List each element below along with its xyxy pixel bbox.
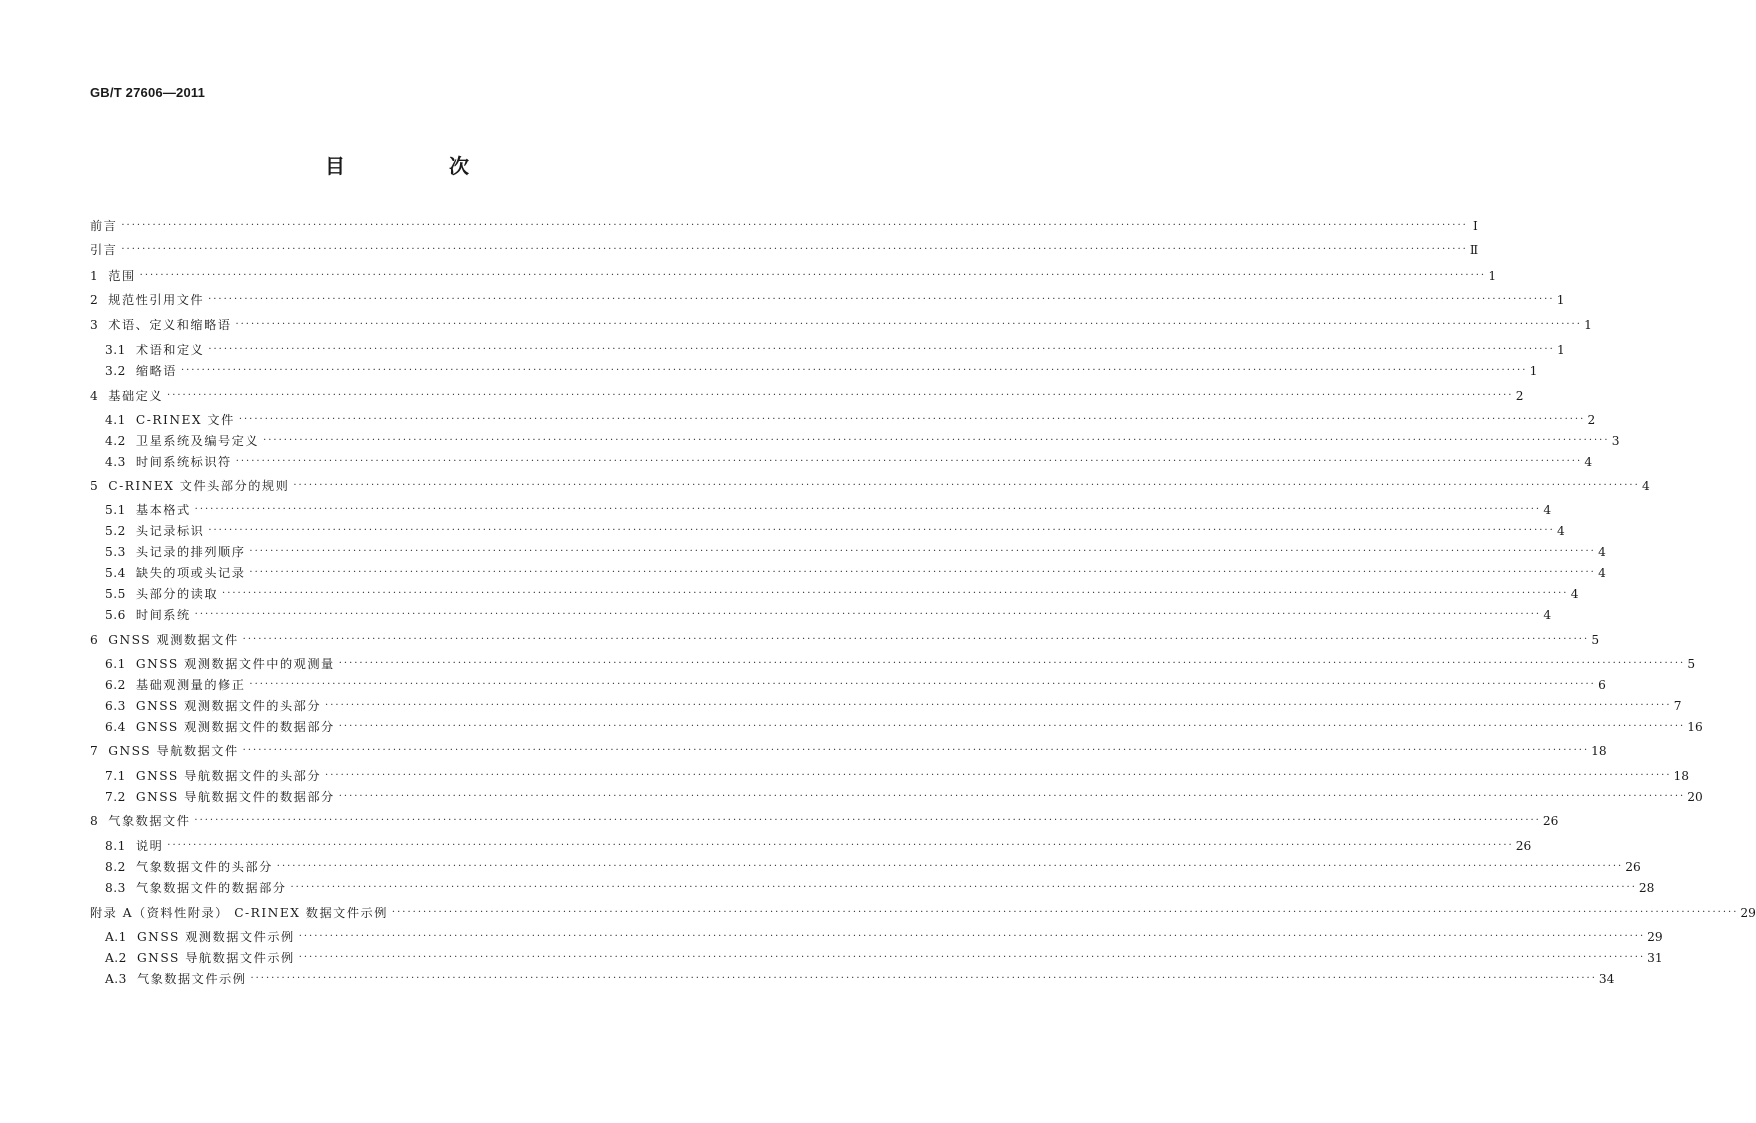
toc-entry-page: 4 bbox=[1543, 608, 1552, 622]
toc-entry-page: 16 bbox=[1687, 720, 1703, 734]
toc-entry[interactable] bbox=[90, 632, 1600, 648]
toc-entry-number: 4 bbox=[90, 389, 99, 403]
toc-entry[interactable] bbox=[105, 880, 1655, 896]
toc-entry-page: 34 bbox=[1598, 972, 1615, 986]
toc-entry[interactable] bbox=[90, 813, 1559, 829]
toc-entry-label: GNSS 导航数据文件 bbox=[108, 744, 239, 758]
toc-leader-dots: ···································································································································································································································································· bbox=[298, 952, 1646, 963]
toc-entry-label: 引言 bbox=[90, 243, 118, 257]
toc-entry-label: 基本格式 bbox=[135, 503, 191, 517]
toc-entry[interactable] bbox=[105, 859, 1641, 875]
toc-entry-page: 1 bbox=[1584, 318, 1592, 332]
toc-entry-label: 头记录标识 bbox=[135, 524, 205, 538]
toc-entry[interactable] bbox=[105, 719, 1703, 735]
toc-entry-page: 26 bbox=[1515, 839, 1532, 853]
toc-leader-dots: ···································································································································································································································································· bbox=[249, 679, 1596, 690]
toc-entry-page: 4 bbox=[1543, 503, 1552, 517]
page-title: 目 次 bbox=[325, 154, 511, 178]
toc-entry-label: 气象数据文件的头部分 bbox=[135, 860, 273, 874]
toc-entry-label: GNSS 导航数据文件示例 bbox=[136, 951, 295, 965]
toc-entry-label: GNSS 观测数据文件中的观测量 bbox=[135, 657, 335, 671]
toc-entry-label: 基础观测量的修正 bbox=[135, 678, 246, 692]
toc-entry-label: 附录 A（资料性附录） C-RINEX 数据文件示例 bbox=[90, 906, 388, 920]
toc-entry-number: A.3 bbox=[105, 972, 127, 986]
toc-entry-label: 术语和定义 bbox=[135, 343, 205, 357]
toc-entry-number: 8.1 bbox=[105, 839, 126, 853]
toc-entry[interactable] bbox=[90, 478, 1650, 494]
toc-entry-label: GNSS 观测数据文件的头部分 bbox=[135, 699, 322, 713]
toc-entry-label: 时间系统标识符 bbox=[135, 455, 232, 469]
toc-leader-dots: ···································································································································································································································································· bbox=[194, 609, 1542, 620]
toc-entry-number: 5.3 bbox=[105, 545, 126, 559]
toc-leader-dots: ···································································································································································································································································· bbox=[391, 907, 1739, 918]
toc-entry[interactable] bbox=[90, 268, 1497, 284]
toc-entry[interactable] bbox=[105, 433, 1620, 449]
toc-entry-page: 4 bbox=[1557, 524, 1565, 538]
toc-entry-number: 6.1 bbox=[105, 657, 126, 671]
toc-entry[interactable] bbox=[105, 454, 1593, 470]
toc-entry[interactable] bbox=[90, 743, 1607, 759]
toc-entry-label: 时间系统 bbox=[135, 608, 191, 622]
toc-entry-page: 5 bbox=[1687, 657, 1696, 671]
toc-entry-number: 8.2 bbox=[105, 860, 126, 874]
toc-leader-dots: ···································································································································································································································································· bbox=[208, 525, 1555, 536]
toc-entry-page: 4 bbox=[1598, 545, 1606, 559]
toc-entry-number: 7.1 bbox=[105, 769, 126, 783]
toc-entry-page: 18 bbox=[1673, 769, 1690, 783]
toc-entry[interactable] bbox=[105, 768, 1690, 784]
toc-entry-number: 5 bbox=[90, 479, 99, 493]
toc-leader-dots: ···································································································································································································································································· bbox=[325, 700, 1672, 711]
toc-entry-number: 5.6 bbox=[105, 608, 126, 622]
toc-entry[interactable] bbox=[90, 242, 1479, 258]
toc-entry-page: 6 bbox=[1598, 678, 1606, 692]
toc-entry-label: 说明 bbox=[135, 839, 164, 853]
toc-entry-page: 1 bbox=[1488, 269, 1497, 283]
toc-entry-label: GNSS 导航数据文件的数据部分 bbox=[135, 790, 335, 804]
toc-leader-dots: ···································································································································································································································································· bbox=[121, 244, 1468, 255]
toc-entry-page: 2 bbox=[1587, 413, 1596, 427]
toc-leader-dots: ···································································································································································································································································· bbox=[249, 567, 1596, 578]
toc-entry-label: GNSS 观测数据文件的数据部分 bbox=[135, 720, 335, 734]
toc-entry[interactable] bbox=[90, 905, 1756, 921]
toc-entry-label: 气象数据文件的数据部分 bbox=[135, 881, 287, 895]
toc-entry-page: 1 bbox=[1556, 293, 1565, 307]
toc-entry-number: 6.2 bbox=[105, 678, 126, 692]
toc-entry-page: 20 bbox=[1687, 790, 1703, 804]
toc-leader-dots: ···································································································································································································································································· bbox=[208, 294, 1555, 305]
toc-entry-number: 3.1 bbox=[105, 343, 126, 357]
toc-entry-label: 卫星系统及编号定义 bbox=[135, 434, 260, 448]
toc-leader-dots: ···································································································································································································································································· bbox=[167, 390, 1514, 401]
toc-entry-number: A.1 bbox=[105, 930, 127, 944]
toc-entry-page: Ⅰ bbox=[1473, 219, 1478, 233]
toc-entry[interactable] bbox=[105, 363, 1538, 379]
toc-entry-number: 5.2 bbox=[105, 524, 126, 538]
toc-entry[interactable] bbox=[105, 565, 1606, 581]
toc-leader-dots: ···································································································································································································································································· bbox=[238, 414, 1586, 425]
toc-entry-label: 气象数据文件 bbox=[108, 814, 191, 828]
toc-entry-number: 4.3 bbox=[105, 455, 126, 469]
toc-leader-dots: ···································································································································································································································································· bbox=[242, 634, 1590, 645]
toc-entry[interactable] bbox=[90, 388, 1524, 404]
toc-entry[interactable] bbox=[105, 544, 1606, 560]
toc-entry-number: 5.1 bbox=[105, 503, 126, 517]
toc-entry-page: 26 bbox=[1625, 860, 1641, 874]
toc-entry-number: 6.4 bbox=[105, 720, 126, 734]
toc-leader-dots: ···································································································································································································································································· bbox=[167, 840, 1514, 851]
toc-entry-label: 前言 bbox=[90, 219, 118, 233]
toc-entry-label: 术语、定义和缩略语 bbox=[108, 318, 232, 332]
toc-entry-label: 基础定义 bbox=[108, 389, 164, 403]
toc-entry-page: 2 bbox=[1515, 389, 1524, 403]
toc-entry[interactable] bbox=[105, 789, 1703, 805]
toc-leader-dots: ···································································································································································································································································· bbox=[208, 344, 1555, 355]
toc-entry-page: 4 bbox=[1642, 479, 1650, 493]
toc-entry-number: A.2 bbox=[105, 951, 127, 965]
toc-entry-page: 4 bbox=[1584, 455, 1593, 469]
toc-entry[interactable] bbox=[105, 523, 1565, 539]
toc-entry-label: GNSS 观测数据文件 bbox=[108, 633, 239, 647]
toc-entry-page: 28 bbox=[1638, 881, 1655, 895]
toc-entry-number: 5.4 bbox=[105, 566, 126, 580]
toc-entry-label: 气象数据文件示例 bbox=[136, 972, 247, 986]
toc-leader-dots: ···································································································································································································································································· bbox=[290, 882, 1637, 893]
toc-entry-number: 4.1 bbox=[105, 413, 126, 427]
toc-entry-number: 8.3 bbox=[105, 881, 126, 895]
toc-entry-number: 3 bbox=[90, 318, 99, 332]
toc-leader-dots: ···································································································································································································································································· bbox=[194, 504, 1542, 515]
toc-entry[interactable] bbox=[105, 342, 1565, 358]
toc-entry-page: 5 bbox=[1591, 633, 1600, 647]
toc-entry[interactable] bbox=[90, 218, 1478, 234]
toc-entry-number: 4.2 bbox=[105, 434, 126, 448]
toc-entry-number: 1 bbox=[90, 269, 99, 283]
toc-entry-number: 6 bbox=[90, 633, 99, 647]
toc-entry-number: 7 bbox=[90, 744, 99, 758]
toc-entry-number: 8 bbox=[90, 814, 99, 828]
toc-entry[interactable] bbox=[105, 586, 1579, 602]
toc-leader-dots: ···································································································································································································································································· bbox=[139, 270, 1487, 281]
toc-leader-dots: ···································································································································································································································································· bbox=[293, 480, 1640, 491]
toc-entry-page: 29 bbox=[1647, 930, 1663, 944]
toc-entry-page: 4 bbox=[1570, 587, 1579, 601]
toc-entry-page: Ⅱ bbox=[1469, 243, 1479, 257]
toc-leader-dots: ···································································································································································································································································· bbox=[121, 220, 1468, 231]
toc-entry[interactable] bbox=[105, 971, 1615, 987]
toc-entry[interactable] bbox=[90, 292, 1565, 308]
toc-entry[interactable] bbox=[105, 412, 1596, 428]
toc-leader-dots: ···································································································································································································································································· bbox=[250, 973, 1597, 984]
toc-leader-dots: ···································································································································································································································································· bbox=[338, 721, 1686, 732]
toc-entry-label: GNSS 观测数据文件示例 bbox=[136, 930, 295, 944]
toc-leader-dots: ···································································································································································································································································· bbox=[276, 861, 1624, 872]
toc-entry[interactable] bbox=[90, 317, 1592, 333]
toc-entry[interactable] bbox=[105, 929, 1663, 945]
toc-leader-dots: ···································································································································································································································································· bbox=[180, 365, 1528, 376]
toc-entry-page: 4 bbox=[1598, 566, 1606, 580]
toc-entry-label: 缩略语 bbox=[135, 364, 177, 378]
toc-leader-dots: ···································································································································································································································································· bbox=[249, 546, 1596, 557]
toc-entry[interactable] bbox=[105, 677, 1606, 693]
toc-leader-dots: ···································································································································································································································································· bbox=[235, 456, 1583, 467]
toc-entry-label: C-RINEX 文件头部分的规则 bbox=[108, 479, 290, 493]
toc-entry-page: 31 bbox=[1647, 951, 1663, 965]
toc-leader-dots: ···································································································································································································································································· bbox=[194, 815, 1541, 826]
toc-entry-number: 5.5 bbox=[105, 587, 126, 601]
toc-entry[interactable] bbox=[105, 950, 1663, 966]
toc-entry[interactable] bbox=[105, 607, 1552, 623]
toc-entry-number: 6.3 bbox=[105, 699, 126, 713]
toc-entry-label: 头记录的排列顺序 bbox=[135, 545, 246, 559]
toc-entry[interactable] bbox=[105, 502, 1552, 518]
toc-entry-number: 3.2 bbox=[105, 364, 126, 378]
toc-entry-label: 缺失的项或头记录 bbox=[135, 566, 246, 580]
toc-leader-dots: ···································································································································································································································································· bbox=[298, 931, 1646, 942]
toc-entry-page: 7 bbox=[1673, 699, 1682, 713]
toc-entry-label: 头部分的读取 bbox=[135, 587, 219, 601]
toc-leader-dots: ···································································································································································································································································· bbox=[242, 745, 1590, 756]
standard-number: GB/T 27606—2011 bbox=[90, 85, 206, 100]
toc-entry-page: 29 bbox=[1740, 906, 1756, 920]
toc-entry-label: GNSS 导航数据文件的头部分 bbox=[135, 769, 322, 783]
toc-leader-dots: ···································································································································································································································································· bbox=[263, 435, 1610, 446]
toc-leader-dots: ···································································································································································································································································· bbox=[338, 658, 1686, 669]
toc-entry[interactable] bbox=[105, 656, 1696, 672]
toc-entry-label: 范围 bbox=[108, 269, 136, 283]
toc-leader-dots: ···································································································································································································································································· bbox=[325, 770, 1672, 781]
toc-entry-page: 1 bbox=[1529, 364, 1538, 378]
toc-entry-page: 26 bbox=[1542, 814, 1559, 828]
toc-entry-number: 2 bbox=[90, 293, 99, 307]
toc-entry-label: C-RINEX 文件 bbox=[135, 413, 235, 427]
toc-entry[interactable] bbox=[105, 698, 1682, 714]
toc-leader-dots: ···································································································································································································································································· bbox=[338, 791, 1686, 802]
toc-entry-number: 7.2 bbox=[105, 790, 126, 804]
toc-entry-page: 18 bbox=[1591, 744, 1607, 758]
toc-entry[interactable] bbox=[105, 838, 1532, 854]
toc-leader-dots: ···································································································································································································································································· bbox=[235, 319, 1582, 330]
toc-entry-label: 规范性引用文件 bbox=[108, 293, 205, 307]
toc-leader-dots: ···································································································································································································································································· bbox=[222, 588, 1569, 599]
toc-entry-page: 3 bbox=[1611, 434, 1620, 448]
toc-entry-page: 1 bbox=[1557, 343, 1565, 357]
